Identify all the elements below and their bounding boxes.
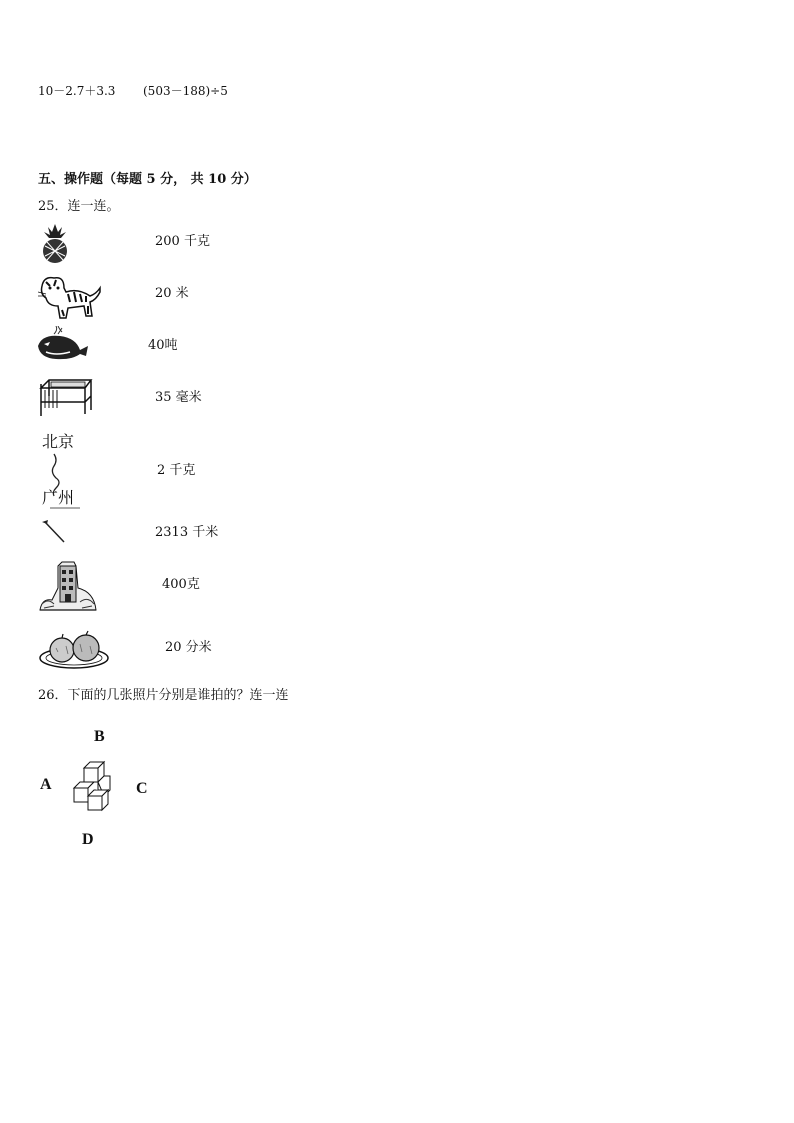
question-26-title: 26．下面的几张照片分别是谁拍的？连一连: [38, 688, 289, 703]
q25-label-5: 2 千克: [157, 463, 196, 478]
whale-icon: [36, 326, 88, 362]
letter-c: C: [136, 780, 148, 797]
bed-icon: [37, 374, 93, 418]
expression-2: (503－188)÷5: [143, 84, 228, 98]
q25-label-3: 40吨: [148, 338, 178, 353]
letter-a: A: [40, 776, 52, 793]
q25-label-6: 2313 千米: [155, 525, 219, 540]
cube-stack-figure: [70, 760, 122, 816]
letter-b: B: [94, 728, 105, 745]
q25-label-4: 35 毫米: [155, 390, 202, 405]
question-25-title: 25．连一连。: [38, 199, 120, 214]
pineapple-icon: [38, 224, 72, 264]
beijing-guangzhou-map-icon: [40, 434, 82, 510]
q25-label-1: 200 千克: [155, 234, 210, 249]
map-label-beijing: 北京: [42, 432, 75, 451]
building-icon: [38, 558, 98, 612]
section-heading: 五、操作题（每题 5 分， 共 10 分）: [38, 172, 257, 187]
q25-label-2: 20 米: [155, 286, 189, 301]
tiger-icon: [38, 272, 102, 320]
expression-1: 10－2.7＋3.3: [38, 84, 116, 98]
q25-label-8: 20 分米: [165, 640, 212, 655]
nail-icon: [40, 518, 66, 544]
q25-label-7: 400克: [162, 577, 200, 592]
letter-d: D: [82, 831, 94, 848]
apples-plate-icon: [38, 628, 110, 670]
map-label-guangzhou: 广州: [42, 488, 75, 507]
